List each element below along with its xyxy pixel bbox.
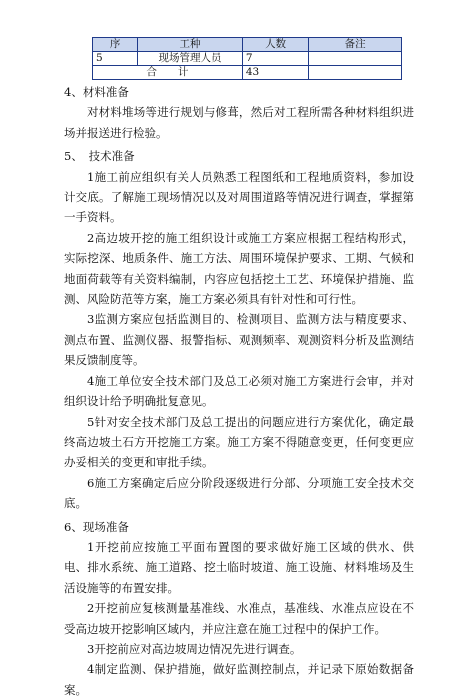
paragraph: 1开挖前应按施工平面布置图的要求做好施工区域的供水、供电、排水系统、施工道路、挖土临时坡道、施工设施、材料堆场及生活设施等的布置安排。 xyxy=(64,539,414,595)
paragraph: 4施工单位安全技术部门及总工必须对施工方案进行会审，并对组织设计给予明确批复意见。 xyxy=(64,373,414,409)
heading-technical: 5、 技术准备 xyxy=(64,149,135,164)
paragraph: 对材料堆场等进行规划与修葺，然后对工程所需各种材料组织进场并报送进行检验。 xyxy=(64,105,414,140)
paragraph: 2高边坡开挖的施工组织设计或施工方案应根据工程结构形式，实际挖深、地质条件、施工方法、周围环境保护要求、工期、气候和地面荷载等有关资料编制，内容应包括挖土工艺、环境保护措施、监测、风险防范等方案，施工方案必须具有针对性和可行性。 xyxy=(64,230,414,307)
paragraph: 4制定监测、保护措施，做好监测控制点，并记录下原始数据备案。 xyxy=(64,662,414,697)
header-seq: 序 xyxy=(93,38,138,52)
paragraph: 6施工方案确定后应分阶段逐级进行分部、分项施工安全技术交底。 xyxy=(64,475,414,511)
paragraph: 5针对安全技术部门及总工提出的问题应进行方案优化，确定最终高边坡土石方开挖施工方案。施工方案不得随意变更，任何变更应办妥相关的变更和审批手续。 xyxy=(64,414,414,470)
table-total-row xyxy=(93,66,402,80)
total-value: 43 xyxy=(242,66,308,80)
paragraph: 3监测方案应包括监测目的、检测项目、监测方法与精度要求、测点布置、监测仪器、报警指标、观测频率、观测资料分析及监测结果反馈制度等。 xyxy=(64,312,414,368)
table-header-row xyxy=(93,38,402,52)
paragraph: 2开挖前应复核测量基准线、水准点，基准线、水准点应设在不受高边坡开挖影响区域内，并应注意在施工过程中的保护工作。 xyxy=(64,601,414,636)
cell-seq: 5 xyxy=(93,52,138,66)
staff-table xyxy=(92,37,402,80)
paragraph: 3开挖前应对高边坡周边情况先进行调查。 xyxy=(87,641,302,656)
heading-materials: 4、材料准备 xyxy=(64,85,129,99)
cell-trade: 现场管理人员 xyxy=(138,52,243,66)
header-count: 人数 xyxy=(242,38,308,52)
cell-remark xyxy=(309,52,402,66)
header-remark: 备注 xyxy=(309,38,402,52)
cell-count: 7 xyxy=(242,52,308,66)
heading-site: 6、现场准备 xyxy=(64,519,129,534)
header-trade: 工种 xyxy=(138,38,243,52)
total-label: 合 计 xyxy=(93,66,243,80)
total-remark xyxy=(309,66,402,80)
paragraph: 1施工前应组织有关人员熟悉工程图纸和工程地质资料，参加设计交底。了解施工现场情况以及对周围道路等情况进行调查，掌握第一手资料。 xyxy=(64,169,414,225)
document-body xyxy=(64,82,414,700)
table-row xyxy=(93,52,402,66)
